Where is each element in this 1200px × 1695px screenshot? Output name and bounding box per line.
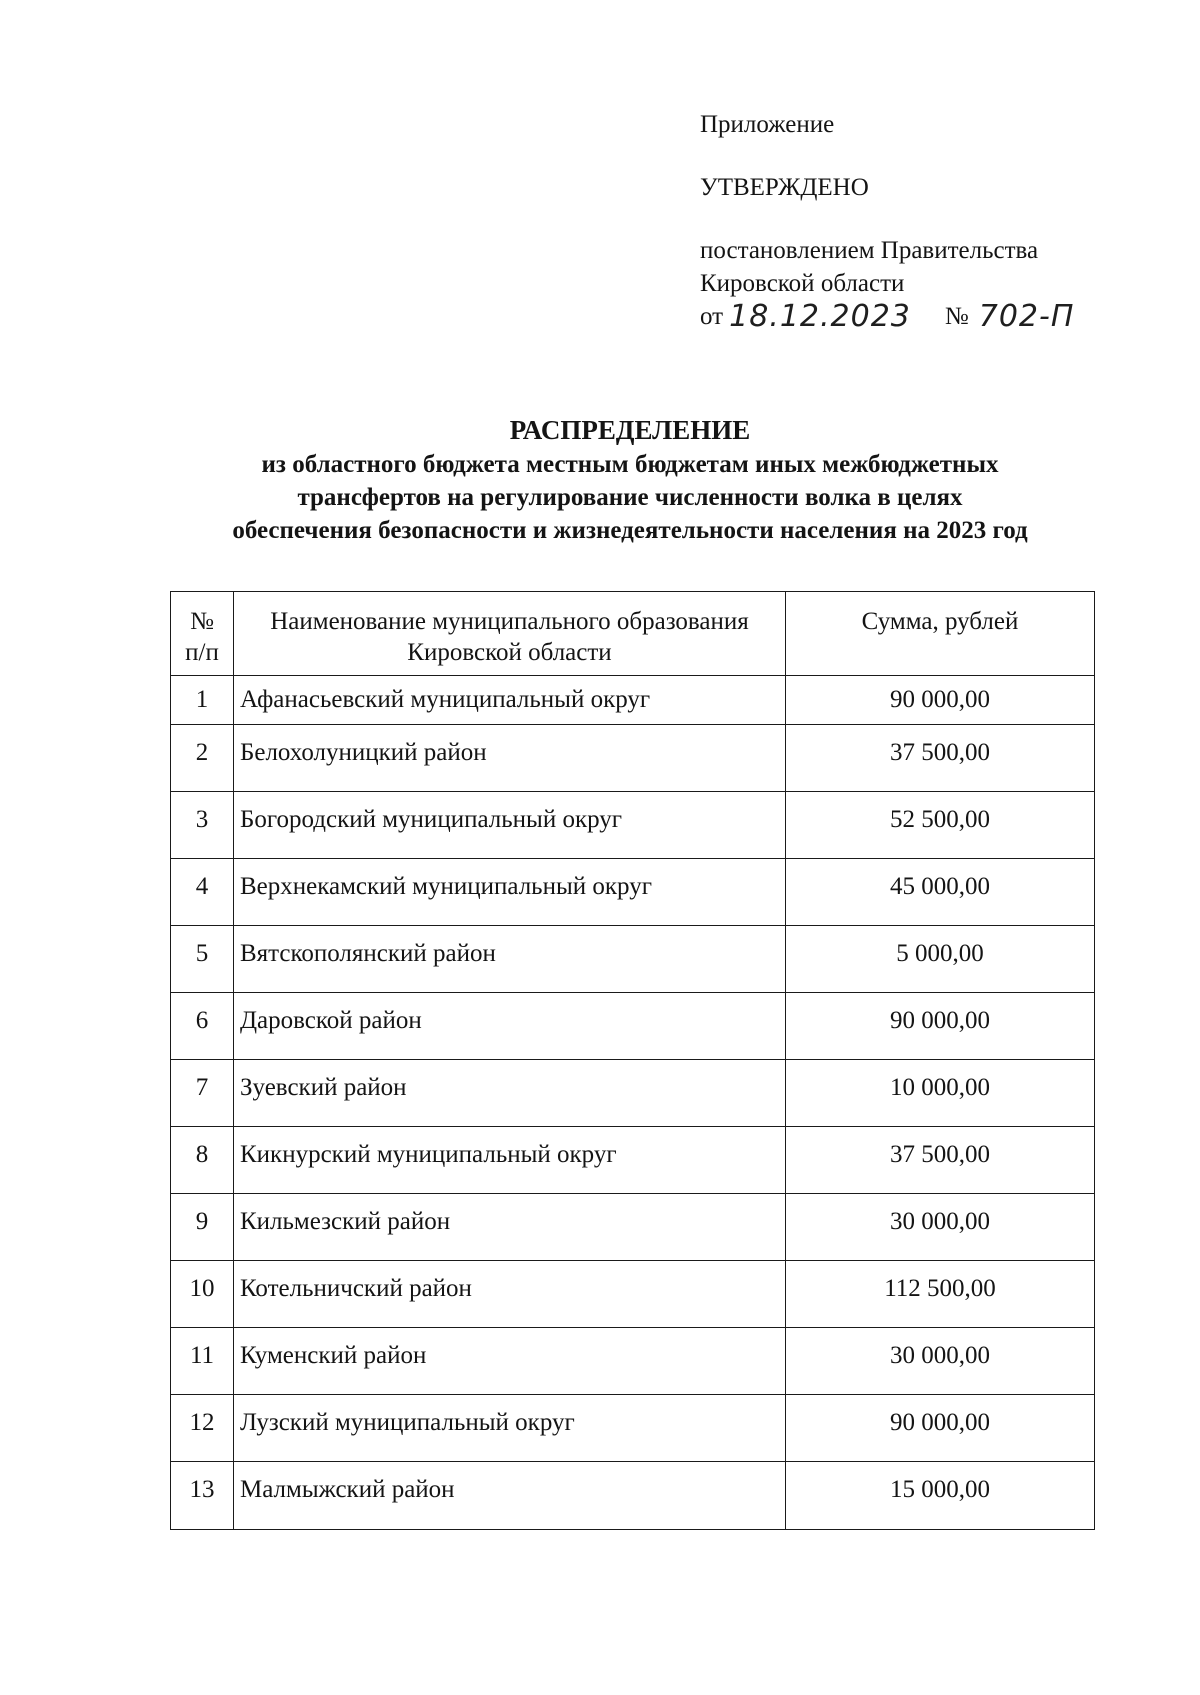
row-sum: 52 500,00 <box>786 792 1095 859</box>
title-line-3: обеспечения безопасности и жизнедеятельности населения на 2023 год <box>232 517 1028 544</box>
table-row <box>171 1060 1095 1127</box>
table-row <box>171 926 1095 993</box>
row-sum: 90 000,00 <box>786 993 1095 1060</box>
row-num: 9 <box>171 1194 234 1261</box>
decree-line-2: Кировской области <box>700 270 905 297</box>
row-name: Даровской район <box>234 993 786 1060</box>
header-num <box>171 592 234 676</box>
row-name: Верхнекамский муниципальный округ <box>234 859 786 926</box>
row-name: Кикнурский муниципальный округ <box>234 1127 786 1194</box>
row-num: 11 <box>171 1328 234 1395</box>
table-row <box>171 792 1095 859</box>
document-title <box>150 412 1110 547</box>
row-num: 10 <box>171 1261 234 1328</box>
date-prefix: от <box>700 303 724 330</box>
row-num: 6 <box>171 993 234 1060</box>
row-name: Зуевский район <box>234 1060 786 1127</box>
row-sum: 5 000,00 <box>786 926 1095 993</box>
approval-block <box>700 108 1120 333</box>
row-sum: 10 000,00 <box>786 1060 1095 1127</box>
row-name: Котельничский район <box>234 1261 786 1328</box>
header-name <box>234 592 786 676</box>
row-sum: 90 000,00 <box>786 676 1095 725</box>
row-num: 5 <box>171 926 234 993</box>
row-name: Лузский муниципальный округ <box>234 1395 786 1462</box>
row-name: Богородский муниципальный округ <box>234 792 786 859</box>
table-row <box>171 1127 1095 1194</box>
distribution-table <box>170 591 1095 1530</box>
title-main: РАСПРЕДЕЛЕНИЕ <box>509 415 751 445</box>
row-sum: 37 500,00 <box>786 725 1095 792</box>
handwritten-date: 18.12.2023 <box>729 299 911 334</box>
row-num: 2 <box>171 725 234 792</box>
table-row <box>171 676 1095 725</box>
header-num-line-1: № <box>190 608 214 635</box>
row-sum: 112 500,00 <box>786 1261 1095 1328</box>
table-row <box>171 725 1095 792</box>
approved-label: УТВЕРЖДЕНО <box>700 174 869 201</box>
handwritten-number: 702-П <box>978 299 1075 334</box>
row-name: Афанасьевский муниципальный округ <box>234 676 786 725</box>
row-num: 12 <box>171 1395 234 1462</box>
row-sum: 30 000,00 <box>786 1328 1095 1395</box>
row-num: 13 <box>171 1462 234 1530</box>
header-sum-label: Сумма, рублей <box>861 608 1019 635</box>
row-num: 4 <box>171 859 234 926</box>
decree-line-1: постановлением Правительства <box>700 237 1039 264</box>
row-num: 1 <box>171 676 234 725</box>
table-row <box>171 1194 1095 1261</box>
row-sum: 90 000,00 <box>786 1395 1095 1462</box>
row-num: 7 <box>171 1060 234 1127</box>
row-name: Малмыжский район <box>234 1462 786 1530</box>
table-row <box>171 859 1095 926</box>
title-line-1: из областного бюджета местным бюджетам иных межбюджетных <box>261 451 999 478</box>
header-name-line-2: Кировской области <box>407 639 612 666</box>
table-header-row <box>171 592 1095 676</box>
table-row <box>171 993 1095 1060</box>
row-num: 3 <box>171 792 234 859</box>
row-name: Белохолуницкий район <box>234 725 786 792</box>
row-name: Куменский район <box>234 1328 786 1395</box>
row-name: Кильмезский район <box>234 1194 786 1261</box>
header-num-line-2: п/п <box>185 639 219 666</box>
row-sum: 37 500,00 <box>786 1127 1095 1194</box>
table-row <box>171 1395 1095 1462</box>
appendix-label: Приложение <box>700 111 835 138</box>
title-line-2: трансфертов на регулирование численности волка в целях <box>297 484 963 511</box>
row-sum: 30 000,00 <box>786 1194 1095 1261</box>
decree-date-number <box>700 300 1120 333</box>
row-num: 8 <box>171 1127 234 1194</box>
header-name-line-1: Наименование муниципального образования <box>270 608 749 635</box>
row-sum: 15 000,00 <box>786 1462 1095 1530</box>
row-sum: 45 000,00 <box>786 859 1095 926</box>
table-row <box>171 1261 1095 1328</box>
table-row <box>171 1462 1095 1530</box>
row-name: Вятскополянский район <box>234 926 786 993</box>
number-sign: № <box>944 303 969 330</box>
table-row <box>171 1328 1095 1395</box>
header-sum <box>786 592 1095 676</box>
